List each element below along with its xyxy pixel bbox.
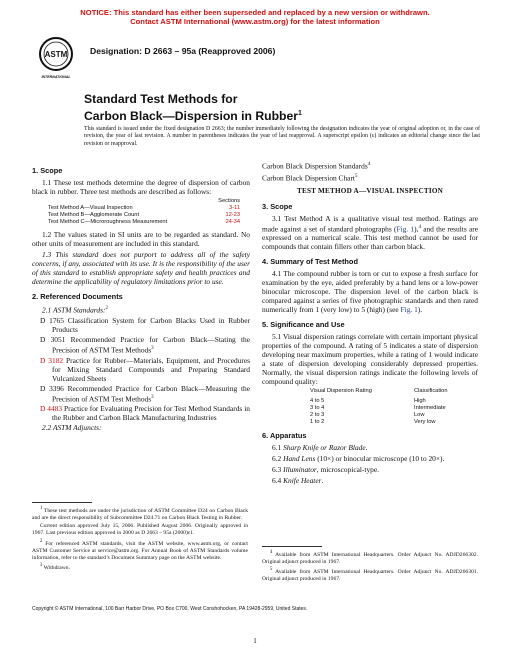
scope-p3: 1.3 This standard does not purport to address all of the safety concerns, if any, associated with its use. It is the responsibility of the user of this standard to establish appropriate safety and health practices and determine the applicability of regulatory limitations prior to use. xyxy=(32,250,250,286)
designation: Designation: D 2663 – 95a (Reapproved 2006) xyxy=(90,46,276,56)
scope-p2: 1.2 The values stated in SI units are to be regarded as standard. No other units of measurement are included in this standard. xyxy=(32,230,250,248)
ref-item-link[interactable]: D 3182 Practice for Rubber—Materials, Equipment, and Procedures for Mixing Standard Compounds and Preparing Standard Vulcanized Sheets xyxy=(40,355,250,383)
scope-p1: 1.1 These test methods determine the degree of dispersion of carbon black in rubber. Three test methods are described as follows: xyxy=(32,178,250,196)
ref-item: D 1765 Classification System for Carbon Blacks Used in Rubber Products xyxy=(40,316,251,335)
footnotes-right xyxy=(262,546,478,585)
ratings-row: 1 to 2 Very low xyxy=(310,418,436,425)
ref-item-link[interactable]: D 4483 Practice for Evaluating Precision for Test Method Standards in the Rubber and Carbon Black Manufacturing Industries xyxy=(40,404,250,423)
ratings-table xyxy=(310,388,478,425)
title-line-1: Standard Test Methods for xyxy=(84,92,238,106)
notice-line-1: NOTICE: This standard has either been superseded and replaced by a new version or withdrawn. xyxy=(80,8,430,17)
copyright: Copyright © ASTM International, 100 Barr Harbor Drive, PO Box C700, West Conshohocken, PA 19428-2959, United States. xyxy=(32,606,308,612)
scope-a-p1: 3.1 Test Method A is a qualitative visual test method. Ratings are made against a set of standard photographs (Fig. 1),$^4$ and the results are expressed on a numerical scale. This test method cannot be used for compounds that contain fillers other than carbon black. xyxy=(262,213,478,252)
withdrawn-notice xyxy=(0,8,510,26)
apparatus-item: 6.2 Hand Lens (10×) or binocular microscope (10 to 20×). xyxy=(272,454,445,464)
fig-1-link[interactable]: Fig. 1 xyxy=(396,224,415,234)
astm-logo-icon xyxy=(38,36,74,82)
methods-table-header: Sections xyxy=(218,198,240,204)
ratings-row: 2 to 3 Low xyxy=(310,411,425,418)
refs-heading: 2. Referenced Documents xyxy=(32,292,123,301)
summary-heading: 4. Summary of Test Method xyxy=(262,257,358,267)
title-line-2: Carbon Black—Dispersion in Rubber$^1$ xyxy=(84,108,302,123)
scope-heading: 1. Scope xyxy=(32,166,63,175)
method-row: Test Method A—Visual Inspection 3-11 xyxy=(48,205,240,211)
logo-subtext: INTERNATIONAL xyxy=(41,75,71,79)
test-method-a-heading: TEST METHOD A—VISUAL INSPECTION xyxy=(296,186,444,195)
apparatus-item: 6.1 Sharp Knife or Razor Blade. xyxy=(272,443,368,453)
adjunct-1: Carbon Black Dispersion Standards$^4$ xyxy=(262,161,371,171)
fig-1-link[interactable]: Fig. 1 xyxy=(400,305,418,315)
right-column xyxy=(262,160,478,487)
ratings-row: 4 to 5 High xyxy=(310,398,426,405)
ref-item: D 3051 Recommended Practice for Carbon Black—Stating the Precision of ASTM Test Methods$^3$ xyxy=(40,335,250,355)
logo-text: ASTM xyxy=(44,50,68,59)
footnote-4: $^4$ Available from ASTM International Headquarters. Order Adjunct No. ADJD266302. Original adjunct produced in 1967. xyxy=(262,550,478,565)
ref-item: D 3396 Recommended Practice for Carbon Black—Measuring the Precision of ASTM Test Methods$^3$ xyxy=(40,383,251,404)
refs-sub1: 2.1 ASTM Standards:$^2$ xyxy=(42,305,108,315)
footnote-rule xyxy=(262,546,322,547)
apparatus-item: 6.4 Knife Heater. xyxy=(272,476,324,486)
footnotes-left xyxy=(32,502,248,574)
methods-table xyxy=(48,198,240,226)
ratings-header: Visual Dispersion Rating Classification xyxy=(310,388,448,395)
notice-line-2: Contact ASTM International (www.astm.org) for the latest information xyxy=(130,17,380,26)
page-number: 1 xyxy=(253,637,257,645)
significance-heading: 5. Significance and Use xyxy=(262,320,345,330)
footnote-rule xyxy=(32,502,92,503)
refs-sub2: 2.2 ASTM Adjuncts: xyxy=(42,423,102,433)
footnote-1: $^1$ These test methods are under the jurisdiction of ASTM Committee D24 on Carbon Black and are the direct responsibility of Subcommittee D24.71 on Carbon Black Testing in Rubber. xyxy=(32,506,248,521)
method-row: Test Method B—Agglomerate Count 12-23 xyxy=(48,212,240,218)
footnote-2: $^2$ For referenced ASTM standards, visit the ASTM website, www.astm.org, or contact ASTM Customer Service at service@astm.org. For Annual Book of ASTM Standards volume information, refer to the standard’s Document Summary page on the ASTM website. xyxy=(32,539,248,561)
summary-p1: 4.1 The compound rubber is torn or cut to expose a fresh surface for examination by the eye, aided preferably by a hand lens or a low-power binocular microscope. The dispersion level of the carbon black is compared against a series of five photographic standards and then rated numerically from 1 (very low) to 5 (high) (see Fig. 1). xyxy=(262,269,478,315)
footnote-5: $^5$ Available from ASTM International Headquarters. Order Adjunct No. ADJD266301. Original adjunct produced in 1967. xyxy=(262,567,478,583)
apparatus-heading: 6. Apparatus xyxy=(262,431,307,441)
scope-a-heading: 3. Scope xyxy=(262,201,293,211)
left-column xyxy=(32,160,250,434)
adjunct-2: Carbon Black Dispersion Chart$^5$ xyxy=(262,173,358,183)
title-footnote-mark: 1 xyxy=(298,109,302,117)
apparatus-item: 6.3 Illuminator, microscopical-type. xyxy=(272,465,379,475)
document-title xyxy=(84,92,302,123)
footnote-1b: Current edition approved July 15, 2006. Published August 2006. Originally approved in 1967. Last previous edition approved in 2000 as D 2663 – 95a (2000)ε1. xyxy=(32,523,248,537)
significance-p1: 5.1 Visual dispersion ratings correlate with certain important physical properties of the compound. A rating of 5 indicates a state of dispersion developing near maximum properties, while a rating of 1 would indicate a state of dispersion developing considerably depressed properties. Normally, the visual dispersion ratings indicate the following levels of compound quality: xyxy=(262,332,478,387)
issued-note: This standard is issued under the fixed designation D 2663; the number immediately following the designation indicates the year of original adoption or, in the case of revision, the year of last revision. A number in parentheses indicates the year of last reapproval. A superscript epsilon (ε) indicates an editorial change since the last revision or reapproval. xyxy=(84,126,480,147)
footnote-3: $^3$ Withdrawn. xyxy=(40,563,70,572)
method-row: Test Method C—Microroughness Measurement 24-34 xyxy=(48,219,240,225)
ratings-row: 3 to 4 Intermediate xyxy=(310,405,446,411)
